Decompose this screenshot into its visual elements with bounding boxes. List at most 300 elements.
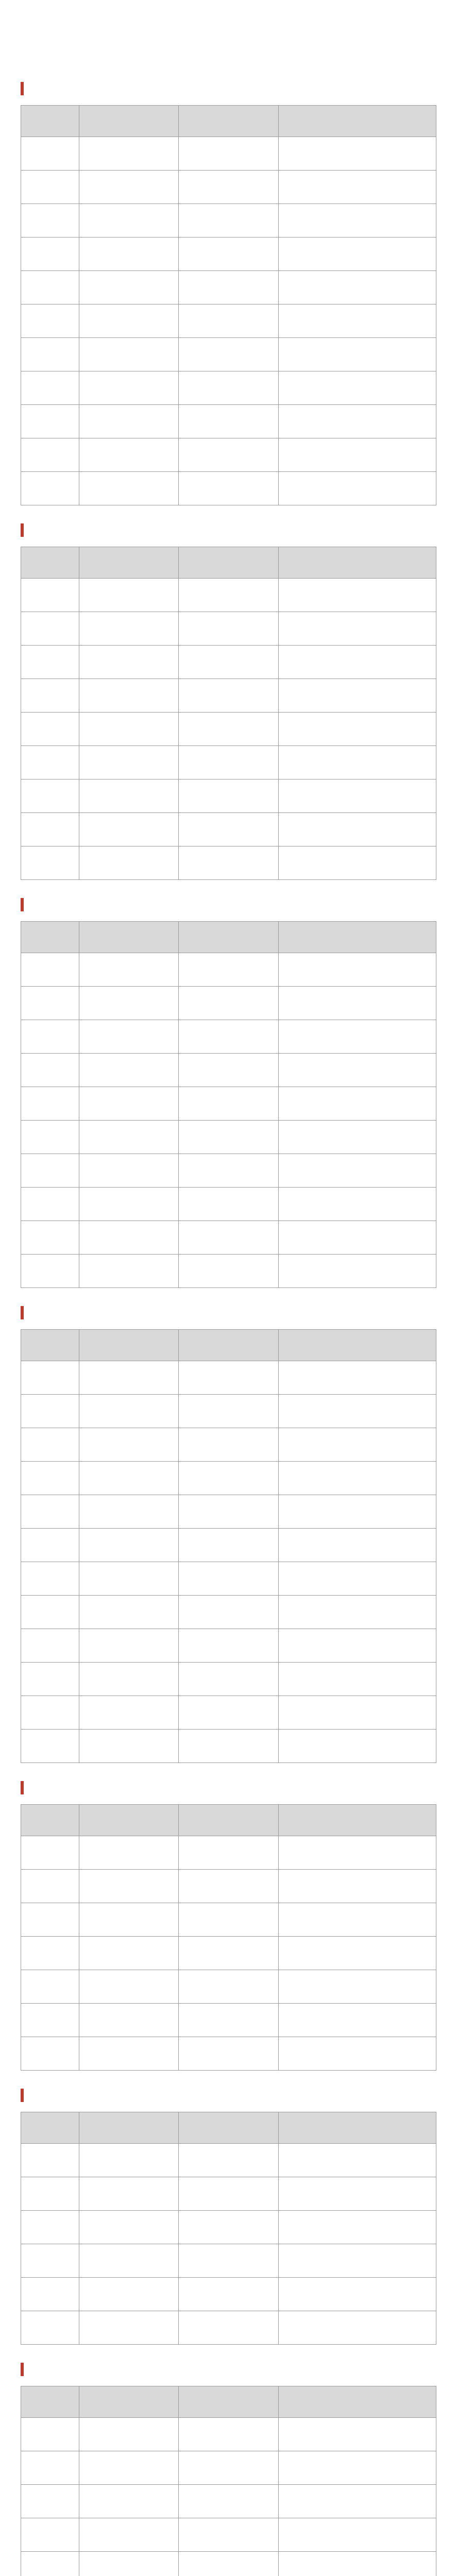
- cell-index: [21, 204, 79, 238]
- table-row: [21, 746, 436, 779]
- cell-affiliation: [278, 2278, 436, 2311]
- cell-affiliation: [278, 171, 436, 204]
- cell-birth: [179, 2037, 278, 2071]
- cell-affiliation: [278, 612, 436, 646]
- col-header-name: [79, 922, 178, 953]
- section-accent-bar: [21, 82, 24, 95]
- cell-affiliation: [278, 2451, 436, 2485]
- cell-birth: [179, 713, 278, 746]
- division-section: [21, 895, 436, 1288]
- col-header-birth: [179, 547, 278, 579]
- cell-index: [21, 2451, 79, 2485]
- cell-birth: [179, 2211, 278, 2244]
- section-heading: [21, 1303, 436, 1322]
- division-section: [21, 79, 436, 505]
- table-row: [21, 987, 436, 1020]
- cell-index: [21, 1562, 79, 1596]
- cell-index: [21, 2311, 79, 2345]
- section-accent-bar: [21, 523, 24, 537]
- cell-birth: [179, 1462, 278, 1495]
- cell-affiliation: [278, 1836, 436, 1870]
- cell-name: [79, 438, 178, 472]
- col-header-birth: [179, 106, 278, 137]
- cell-index: [21, 2418, 79, 2451]
- cell-index: [21, 472, 79, 505]
- cell-birth: [179, 2485, 278, 2518]
- cell-name: [79, 1663, 178, 1696]
- section-heading: [21, 1778, 436, 1797]
- cell-birth: [179, 679, 278, 713]
- cell-name: [79, 1255, 178, 1288]
- cell-name: [79, 1730, 178, 1763]
- cell-name: [79, 1495, 178, 1529]
- cell-birth: [179, 238, 278, 271]
- table-header-row: [21, 1330, 436, 1361]
- table-row: [21, 1020, 436, 1054]
- cell-name: [79, 1629, 178, 1663]
- cell-birth: [179, 1836, 278, 1870]
- col-header-name: [79, 2386, 178, 2418]
- col-header-name: [79, 547, 178, 579]
- cell-affiliation: [278, 2485, 436, 2518]
- table-row: [21, 1696, 436, 1730]
- cell-birth: [179, 813, 278, 846]
- cell-index: [21, 1221, 79, 1255]
- cell-birth: [179, 1562, 278, 1596]
- cell-name: [79, 2311, 178, 2345]
- cell-birth: [179, 646, 278, 679]
- cell-affiliation: [278, 713, 436, 746]
- section-accent-bar: [21, 898, 24, 911]
- cell-name: [79, 2451, 178, 2485]
- cell-name: [79, 2485, 178, 2518]
- cell-name: [79, 1054, 178, 1087]
- section-heading: [21, 521, 436, 539]
- cell-affiliation: [278, 813, 436, 846]
- cell-index: [21, 1970, 79, 2004]
- cell-affiliation: [278, 1188, 436, 1221]
- table-row: [21, 2518, 436, 2552]
- cell-birth: [179, 2278, 278, 2311]
- cell-affiliation: [278, 646, 436, 679]
- table-row: [21, 171, 436, 204]
- cell-birth: [179, 2004, 278, 2037]
- cell-index: [21, 1054, 79, 1087]
- table-row: [21, 338, 436, 371]
- section-heading: [21, 2360, 436, 2379]
- cell-affiliation: [278, 1937, 436, 1970]
- table-row: [21, 1054, 436, 1087]
- cell-name: [79, 1395, 178, 1428]
- division-section: [21, 2360, 436, 2576]
- cell-index: [21, 1121, 79, 1154]
- cell-index: [21, 371, 79, 405]
- cell-name: [79, 371, 178, 405]
- table-row: [21, 1663, 436, 1696]
- division-section: [21, 1303, 436, 1763]
- cell-affiliation: [278, 1562, 436, 1596]
- cell-birth: [179, 987, 278, 1020]
- cell-affiliation: [278, 472, 436, 505]
- col-header-affiliation: [278, 922, 436, 953]
- cell-name: [79, 1562, 178, 1596]
- cell-name: [79, 137, 178, 171]
- table-header-row: [21, 2112, 436, 2144]
- cell-affiliation: [278, 2244, 436, 2278]
- cell-affiliation: [278, 304, 436, 338]
- table-header-row: [21, 106, 436, 137]
- cell-index: [21, 1154, 79, 1188]
- cell-affiliation: [278, 2311, 436, 2345]
- cell-affiliation: [278, 1462, 436, 1495]
- col-header-index: [21, 547, 79, 579]
- cell-index: [21, 2552, 79, 2576]
- cell-birth: [179, 1870, 278, 1903]
- cell-index: [21, 813, 79, 846]
- cell-name: [79, 987, 178, 1020]
- col-header-affiliation: [278, 1805, 436, 1836]
- cell-name: [79, 405, 178, 438]
- table-row: [21, 813, 436, 846]
- cell-birth: [179, 2311, 278, 2345]
- cell-index: [21, 1395, 79, 1428]
- cell-birth: [179, 1696, 278, 1730]
- cell-affiliation: [278, 1020, 436, 1054]
- cell-index: [21, 338, 79, 371]
- cell-name: [79, 646, 178, 679]
- cell-affiliation: [278, 1696, 436, 1730]
- table-row: [21, 646, 436, 679]
- table-header-row: [21, 1805, 436, 1836]
- col-header-index: [21, 2112, 79, 2144]
- cell-index: [21, 137, 79, 171]
- cell-affiliation: [278, 1495, 436, 1529]
- table-row: [21, 1730, 436, 1763]
- table-row: [21, 1596, 436, 1629]
- cell-name: [79, 2418, 178, 2451]
- table-row: [21, 779, 436, 813]
- table-row: [21, 1188, 436, 1221]
- cell-birth: [179, 1428, 278, 1462]
- table-row: [21, 304, 436, 338]
- cell-name: [79, 746, 178, 779]
- document-title: [31, 13, 426, 34]
- col-header-birth: [179, 2386, 278, 2418]
- cell-name: [79, 1937, 178, 1970]
- cell-affiliation: [278, 338, 436, 371]
- cell-index: [21, 646, 79, 679]
- cell-name: [79, 304, 178, 338]
- table-row: [21, 2211, 436, 2244]
- cell-birth: [179, 612, 278, 646]
- cell-affiliation: [278, 1663, 436, 1696]
- cell-birth: [179, 2418, 278, 2451]
- cell-index: [21, 2144, 79, 2177]
- cell-name: [79, 338, 178, 371]
- table-row: [21, 1121, 436, 1154]
- cell-birth: [179, 1255, 278, 1288]
- cell-name: [79, 2244, 178, 2278]
- cell-affiliation: [278, 1428, 436, 1462]
- table-row: [21, 679, 436, 713]
- cell-birth: [179, 438, 278, 472]
- cell-name: [79, 238, 178, 271]
- cell-name: [79, 2211, 178, 2244]
- cell-affiliation: [278, 846, 436, 880]
- cell-name: [79, 1462, 178, 1495]
- cell-affiliation: [278, 2518, 436, 2552]
- cell-index: [21, 779, 79, 813]
- col-header-index: [21, 1330, 79, 1361]
- cell-affiliation: [278, 2004, 436, 2037]
- table-row: [21, 204, 436, 238]
- table-header-row: [21, 547, 436, 579]
- cell-index: [21, 238, 79, 271]
- cell-affiliation: [278, 1870, 436, 1903]
- cell-birth: [179, 2451, 278, 2485]
- cell-index: [21, 405, 79, 438]
- table-row: [21, 2418, 436, 2451]
- col-header-index: [21, 2386, 79, 2418]
- cell-name: [79, 1696, 178, 1730]
- cell-birth: [179, 2244, 278, 2278]
- cell-affiliation: [278, 1121, 436, 1154]
- cell-birth: [179, 204, 278, 238]
- cell-affiliation: [278, 1154, 436, 1188]
- sections-container: [0, 79, 457, 2576]
- cell-name: [79, 1087, 178, 1121]
- cell-name: [79, 171, 178, 204]
- table-row: [21, 1087, 436, 1121]
- cell-index: [21, 1020, 79, 1054]
- cell-name: [79, 1188, 178, 1221]
- cell-birth: [179, 1903, 278, 1937]
- cell-index: [21, 679, 79, 713]
- table-row: [21, 2485, 436, 2518]
- cell-name: [79, 1903, 178, 1937]
- cell-name: [79, 1361, 178, 1395]
- cell-affiliation: [278, 987, 436, 1020]
- table-row: [21, 2278, 436, 2311]
- cell-birth: [179, 1221, 278, 1255]
- cell-name: [79, 1596, 178, 1629]
- table-row: [21, 1937, 436, 1970]
- section-accent-bar: [21, 1306, 24, 1319]
- cell-index: [21, 2004, 79, 2037]
- cell-index: [21, 2211, 79, 2244]
- col-header-index: [21, 922, 79, 953]
- table-row: [21, 238, 436, 271]
- cell-birth: [179, 371, 278, 405]
- cell-birth: [179, 338, 278, 371]
- cell-affiliation: [278, 2144, 436, 2177]
- cell-name: [79, 2278, 178, 2311]
- cell-birth: [179, 1495, 278, 1529]
- section-heading: [21, 895, 436, 914]
- table-row: [21, 2311, 436, 2345]
- table-row: [21, 1154, 436, 1188]
- cell-index: [21, 846, 79, 880]
- cell-birth: [179, 579, 278, 612]
- cell-index: [21, 1495, 79, 1529]
- table-row: [21, 1562, 436, 1596]
- cell-birth: [179, 1054, 278, 1087]
- cell-affiliation: [278, 1596, 436, 1629]
- cell-index: [21, 713, 79, 746]
- cell-index: [21, 1462, 79, 1495]
- cell-index: [21, 1629, 79, 1663]
- cell-index: [21, 1903, 79, 1937]
- cell-name: [79, 779, 178, 813]
- cell-index: [21, 1730, 79, 1763]
- cell-birth: [179, 271, 278, 304]
- table-row: [21, 1255, 436, 1288]
- cell-affiliation: [278, 1361, 436, 1395]
- section-accent-bar: [21, 2089, 24, 2102]
- members-table: [21, 105, 436, 505]
- table-row: [21, 846, 436, 880]
- division-section: [21, 521, 436, 880]
- col-header-affiliation: [278, 2386, 436, 2418]
- col-header-birth: [179, 1330, 278, 1361]
- table-row: [21, 612, 436, 646]
- cell-index: [21, 2037, 79, 2071]
- cell-index: [21, 2485, 79, 2518]
- cell-birth: [179, 746, 278, 779]
- cell-index: [21, 304, 79, 338]
- cell-name: [79, 813, 178, 846]
- cell-birth: [179, 171, 278, 204]
- col-header-affiliation: [278, 2112, 436, 2144]
- table-row: [21, 1970, 436, 2004]
- cell-affiliation: [278, 271, 436, 304]
- cell-name: [79, 1428, 178, 1462]
- table-header-row: [21, 2386, 436, 2418]
- cell-affiliation: [278, 238, 436, 271]
- cell-name: [79, 1529, 178, 1562]
- cell-birth: [179, 2552, 278, 2576]
- cell-birth: [179, 1596, 278, 1629]
- cell-index: [21, 1188, 79, 1221]
- cell-name: [79, 1154, 178, 1188]
- cell-index: [21, 1696, 79, 1730]
- table-row: [21, 2037, 436, 2071]
- title-block: [0, 0, 457, 64]
- table-row: [21, 1903, 436, 1937]
- cell-index: [21, 746, 79, 779]
- col-header-affiliation: [278, 1330, 436, 1361]
- cell-index: [21, 1596, 79, 1629]
- cell-index: [21, 1529, 79, 1562]
- cell-name: [79, 2144, 178, 2177]
- cell-birth: [179, 846, 278, 880]
- section-heading: [21, 79, 436, 98]
- cell-index: [21, 1836, 79, 1870]
- cell-name: [79, 472, 178, 505]
- cell-name: [79, 2004, 178, 2037]
- table-row: [21, 2552, 436, 2576]
- cell-name: [79, 1870, 178, 1903]
- cell-affiliation: [278, 1903, 436, 1937]
- cell-name: [79, 204, 178, 238]
- cell-affiliation: [278, 405, 436, 438]
- cell-affiliation: [278, 779, 436, 813]
- members-table: [21, 921, 436, 1288]
- table-row: [21, 2144, 436, 2177]
- cell-birth: [179, 779, 278, 813]
- cell-birth: [179, 1663, 278, 1696]
- cell-affiliation: [278, 438, 436, 472]
- cell-affiliation: [278, 953, 436, 987]
- col-header-birth: [179, 1805, 278, 1836]
- cell-name: [79, 579, 178, 612]
- cell-affiliation: [278, 1970, 436, 2004]
- table-row: [21, 1221, 436, 1255]
- cell-name: [79, 953, 178, 987]
- cell-birth: [179, 1154, 278, 1188]
- cell-affiliation: [278, 1221, 436, 1255]
- table-row: [21, 1529, 436, 1562]
- cell-index: [21, 1255, 79, 1288]
- cell-index: [21, 438, 79, 472]
- section-accent-bar: [21, 2363, 24, 2376]
- cell-birth: [179, 1629, 278, 1663]
- cell-birth: [179, 1361, 278, 1395]
- cell-affiliation: [278, 371, 436, 405]
- table-row: [21, 2244, 436, 2278]
- cell-index: [21, 1870, 79, 1903]
- cell-index: [21, 1663, 79, 1696]
- cell-index: [21, 1428, 79, 1462]
- cell-affiliation: [278, 1395, 436, 1428]
- table-row: [21, 2004, 436, 2037]
- cell-birth: [179, 472, 278, 505]
- members-table: [21, 1329, 436, 1763]
- table-row: [21, 1870, 436, 1903]
- cell-birth: [179, 1121, 278, 1154]
- cell-name: [79, 713, 178, 746]
- col-header-name: [79, 106, 178, 137]
- cell-name: [79, 679, 178, 713]
- table-row: [21, 1495, 436, 1529]
- table-row: [21, 1361, 436, 1395]
- cell-name: [79, 2177, 178, 2211]
- table-row: [21, 1428, 436, 1462]
- cell-affiliation: [278, 1629, 436, 1663]
- cell-name: [79, 1121, 178, 1154]
- cell-index: [21, 2518, 79, 2552]
- table-header-row: [21, 922, 436, 953]
- cell-birth: [179, 1020, 278, 1054]
- table-row: [21, 2177, 436, 2211]
- cell-name: [79, 1836, 178, 1870]
- cell-birth: [179, 2518, 278, 2552]
- cell-name: [79, 2037, 178, 2071]
- table-row: [21, 371, 436, 405]
- cell-affiliation: [278, 1255, 436, 1288]
- table-row: [21, 579, 436, 612]
- members-table: [21, 2112, 436, 2345]
- cell-birth: [179, 1529, 278, 1562]
- cell-birth: [179, 2144, 278, 2177]
- cell-birth: [179, 1395, 278, 1428]
- cell-index: [21, 1087, 79, 1121]
- cell-birth: [179, 1937, 278, 1970]
- cell-index: [21, 953, 79, 987]
- document-subtitle: [31, 34, 426, 55]
- members-table: [21, 2386, 436, 2576]
- cell-birth: [179, 1087, 278, 1121]
